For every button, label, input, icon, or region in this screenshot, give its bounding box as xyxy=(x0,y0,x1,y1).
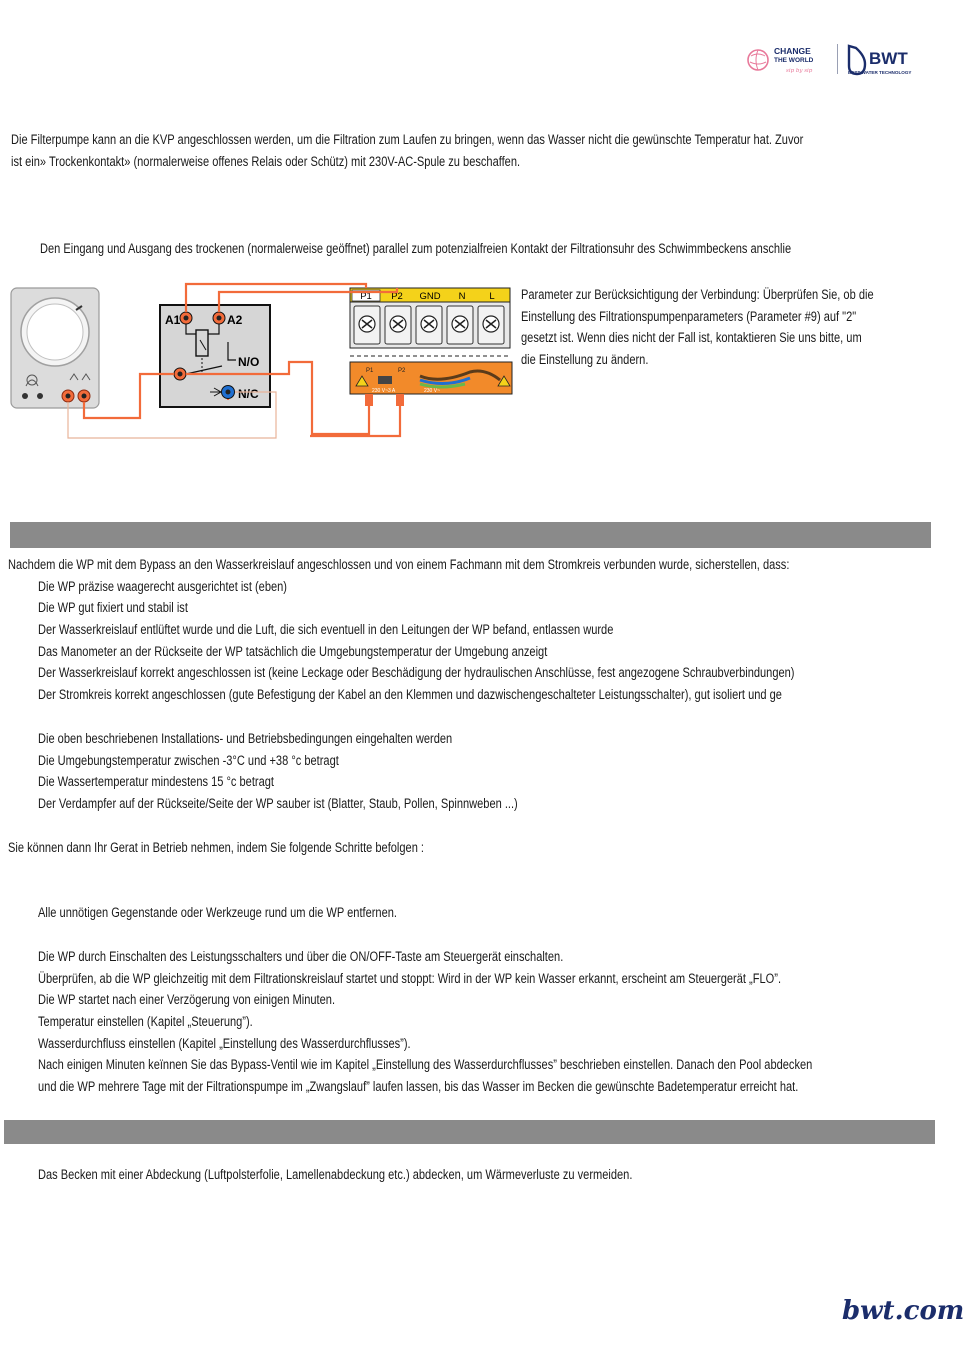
section-header-bar xyxy=(10,522,931,548)
condition-item: Der Verdampfer auf der Rückseite/Seite der WP sauber ist (Blatter, Staub, Pollen, Spinnweben ...) xyxy=(38,796,518,811)
parameter-note-line: gesetzt ist. Wenn dies nicht der Fall ist, kontaktieren Sie uns bitte, um xyxy=(521,330,862,346)
parameter-note-line: Einstellung des Filtrationspumpenparameters (Parameter #9) auf "2" xyxy=(521,308,857,324)
condition-item: Die Umgebungstemperatur zwischen -3°C und +38 °c betragt xyxy=(38,753,339,768)
check-item: Der Stromkreis korrekt angeschlossen (gute Befestigung der Kabel an den Klemmen und dazwischengeschalteter Leistungsschalter), gut isoliert und ge xyxy=(38,687,782,702)
relay-label-a1: A1 xyxy=(165,313,181,327)
relay-label-nc: N/C xyxy=(238,387,259,401)
fuse-icon xyxy=(378,376,392,384)
terminal-label-l: L xyxy=(489,291,495,302)
bwt-tagline: BEST WATER TECHNOLOGY xyxy=(848,70,912,75)
check-item: Der Wasserkreislauf korrekt angeschlossen ist (keine Leckage oder Beschädigung der hydraulischen Anschlüsse, fest angezogene Schraubverbindungen) xyxy=(38,665,795,680)
change-the-world-logo xyxy=(746,44,836,78)
step-item: und die WP mehrere Tage mit der Filtrationspumpe im „Zwangslauf” laufen lassen, bis das Wasser im Becken die gewünschte Badetemperatur erreicht hat. xyxy=(38,1079,799,1094)
parameter-note-line: die Einstellung zu ändern. xyxy=(521,352,649,368)
terminal-label-n: N xyxy=(458,291,466,302)
board-rating-label: 230 V~3 A xyxy=(372,388,396,394)
bwt-logo xyxy=(846,44,926,76)
step-item: Wasserdurchfluss einstellen (Kapitel „Einstellung des Wasserdurchflusses”). xyxy=(38,1036,411,1051)
condition-item: Die oben beschriebenen Installations- und Betriebsbedingungen eingehalten werden xyxy=(38,731,453,746)
check-item: Der Wasserkreislauf entlüftet wurde und die Luft, die sich eventuell in den Leitungen der WP befand, entlassen wurde xyxy=(38,622,614,637)
terminal-label-p2: P2 xyxy=(391,291,403,302)
parameter-note xyxy=(521,284,939,371)
step-item: Nach einigen Minuten keïnnen Sie das Bypass-Ventil wie im Kapitel „Einstellung des Wasserdurchflusses” beschrieben einstellen. Danach den Pool abdecken xyxy=(38,1057,813,1072)
step-item: Temperatur einstellen (Kapitel „Steuerung”). xyxy=(38,1014,253,1029)
parameter-note-line: Parameter zur Berücksichtigung der Verbindung: Überprüfen Sie, ob die xyxy=(521,287,874,302)
intro-line-2: ist ein» Trockenkontakt» (normalerweise offenes Relais oder Schütz) mit 230V-AC-Spule zu beschaffen. xyxy=(11,154,521,169)
step-item: Die WP durch Einschalten des Leistungsschalters und über die ON/OFF-Taste am Steuergerät einschalten. xyxy=(38,949,564,964)
condition-item: Die Wassertemperatur mindestens 15 °c betragt xyxy=(38,774,274,789)
cover-note: Das Becken mit einer Abdeckung (Luftpolsterfolie, Lamellenabdeckung etc.) abdecken, um Wärmeverluste zu vermeiden. xyxy=(38,1167,633,1182)
footer-url[interactable]: bwt.com xyxy=(842,1296,964,1326)
campaign-word-1: CHANGE xyxy=(774,46,811,56)
check-item: Die WP gut fixiert und stabil ist xyxy=(38,600,188,615)
terminal-label-gnd: GND xyxy=(419,291,441,302)
step-item: Die WP startet nach einer Verzögerung von einigen Minuten. xyxy=(38,992,336,1007)
connect-instruction: Den Eingang und Ausgang des trockenen (normalerweise geöffnet) parallel zum potenzialfreien Kontakt der Filtrationsuhr des Schwimmbeckens anschlie xyxy=(40,241,792,256)
campaign-word-2: THE WORLD xyxy=(774,57,814,64)
filtration-timer xyxy=(11,288,99,408)
step-item: Überprüfen, ab die WP gleichzeitig mit dem Filtrationskreislauf startet und stoppt: Wird in der WP kein Wasser erkannt, erscheint am Steuergerät „FLO”. xyxy=(38,971,782,986)
bwt-wordmark: BWT xyxy=(869,49,908,68)
globe-icon xyxy=(748,50,768,70)
intro-line-1: Die Filterpumpe kann an die KVP angeschlossen werden, um die Filtration zum Laufen zu bringen, wenn das Wasser nicht die gewünschte Temperatur hat. Zuvor xyxy=(11,132,804,147)
check-item: Die WP präzise waagerecht ausgerichtet ist (eben) xyxy=(38,579,287,594)
relay-label-a2: A2 xyxy=(227,313,243,327)
heat-pump-terminal-block xyxy=(350,288,512,406)
board-label-p1: P1 xyxy=(366,368,374,374)
checks-intro: Nachdem die WP mit dem Bypass an den Wasserkreislauf angeschlossen und von einem Fachmann mit dem Stromkreis verbunden wurde, sicherstellen, dass: xyxy=(8,557,790,572)
step-item: Alle unnötigen Gegenstande oder Werkzeuge rund um die WP entfernen. xyxy=(38,905,397,920)
campaign-word-3: sip by sip xyxy=(786,68,813,74)
terminal-label-p1: P1 xyxy=(360,291,372,302)
relay-label-no: N/O xyxy=(238,355,260,369)
board-voltage-label: 230 V~ xyxy=(424,388,440,394)
logo-separator xyxy=(837,44,838,74)
startup-intro: Sie können dann Ihr Gerat in Betrieb nehmen, indem Sie folgende Schritte befolgen : xyxy=(8,840,425,855)
check-item: Das Manometer an der Rückseite der WP tatsächlich die Umgebungstemperatur der Umgebung anzeigt xyxy=(38,644,548,659)
board-label-p2: P2 xyxy=(398,368,406,374)
section-header-bar xyxy=(4,1120,935,1144)
wiring-diagram xyxy=(0,280,520,450)
